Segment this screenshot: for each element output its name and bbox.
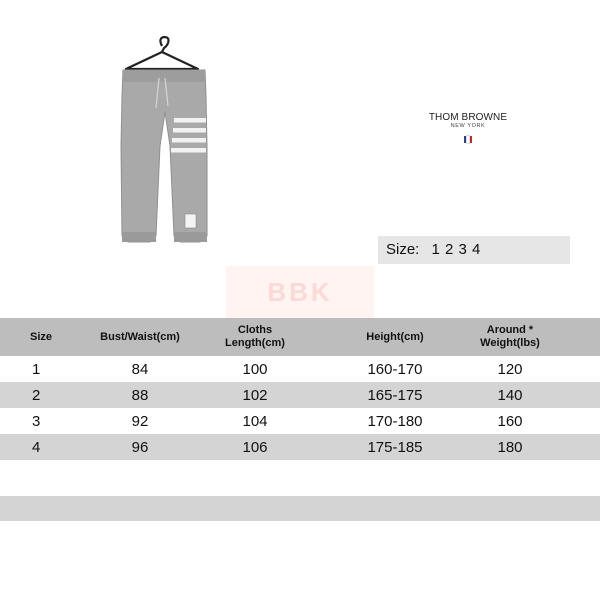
header-cloths-length: Cloths Length(cm)	[225, 324, 285, 349]
cell-bust-waist: 88	[131, 386, 149, 404]
product-image	[110, 36, 220, 250]
cell-height: 165-175	[367, 386, 423, 404]
brand-location: NEW YORK	[450, 123, 486, 129]
cell-height: 175-185	[367, 438, 423, 456]
cell-length: 102	[242, 386, 268, 404]
cell-weight: 120	[497, 360, 523, 378]
table-row	[0, 356, 600, 382]
header-size: Size	[29, 330, 52, 343]
cell-size: 2	[32, 386, 41, 404]
cell-size: 1	[32, 360, 41, 378]
cell-weight: 160	[497, 412, 523, 430]
sweatpants-icon	[121, 70, 207, 242]
header-weight: Around * Weight(lbs)	[480, 324, 540, 349]
table-row	[0, 408, 600, 434]
available-sizes-label	[378, 236, 570, 264]
header-height: Height(cm)	[366, 330, 424, 343]
cell-bust-waist: 92	[131, 412, 149, 430]
cell-bust-waist: 96	[131, 438, 149, 456]
cell-length: 106	[242, 438, 268, 456]
hanger-icon	[126, 37, 198, 69]
tricolor-flag-icon	[464, 136, 473, 143]
cell-size: 3	[32, 412, 41, 430]
table-row	[0, 382, 600, 408]
cell-height: 170-180	[367, 412, 423, 430]
cell-bust-waist: 84	[131, 360, 149, 378]
size-chart-table	[0, 318, 600, 460]
size-values: 1 2 3 4	[431, 241, 481, 258]
cell-weight: 180	[497, 438, 523, 456]
size-label: Size:	[386, 241, 420, 258]
table-header-row	[0, 318, 600, 356]
cell-length: 100	[242, 360, 268, 378]
brand-logo	[428, 112, 508, 148]
sweatpants-on-hanger-illustration	[110, 36, 220, 250]
cell-weight: 140	[497, 386, 523, 404]
footer-divider-bar	[0, 496, 600, 521]
cell-length: 104	[242, 412, 268, 430]
header-bust-waist: Bust/Waist(cm)	[100, 330, 180, 343]
brand-name: THOM BROWNE	[428, 112, 508, 123]
watermark: BBK	[226, 266, 374, 318]
cell-height: 160-170	[367, 360, 423, 378]
cell-size: 4	[32, 438, 41, 456]
table-row	[0, 434, 600, 460]
